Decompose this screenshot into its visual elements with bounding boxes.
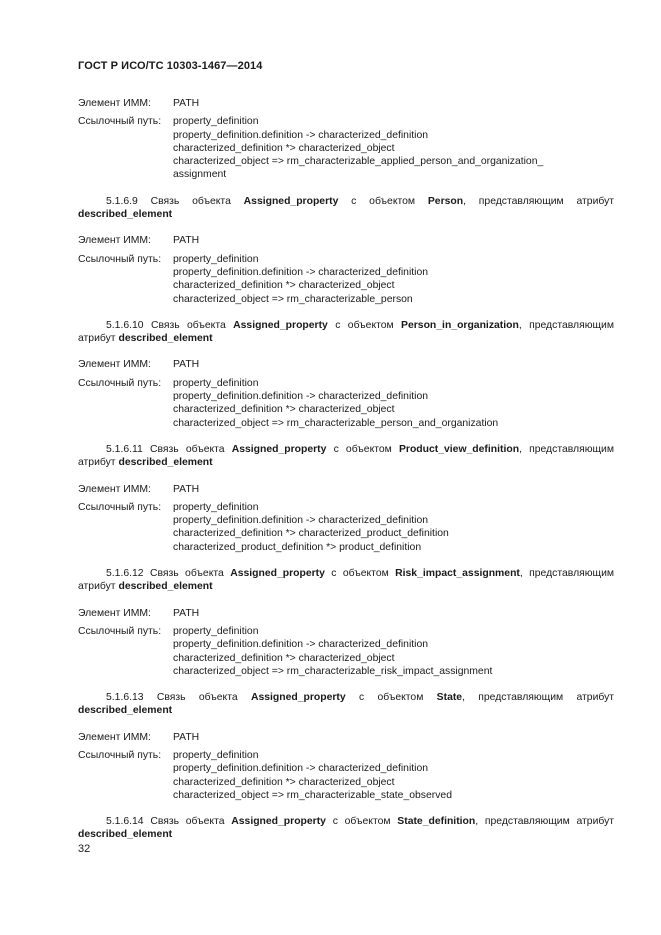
aim-element-row <box>78 731 614 744</box>
reference-path-label: Ссылочный путь: <box>78 253 162 265</box>
reference-path-lines <box>173 377 614 430</box>
reference-path-line: property_definition.definition -> characterized_definition <box>173 266 429 278</box>
document-header: ГОСТ Р ИСО/ТС 10303-1467—2014 <box>78 60 263 72</box>
section-number: 5.1.6.13 <box>106 692 144 704</box>
reference-path-lines <box>173 625 614 678</box>
target-entity-name: State <box>436 692 463 704</box>
attribute-name: described_element <box>118 333 213 345</box>
target-entity-name: Risk_impact_assignment <box>395 568 520 580</box>
reference-path-line: property_definition <box>173 253 259 265</box>
heading-text: Связь объекта <box>149 568 224 580</box>
attribute-name: described_element <box>78 209 173 221</box>
reference-path-line: characterized_object => rm_characterizable_person_and_organization <box>173 417 499 429</box>
reference-path-line: property_definition.definition -> characterized_definition <box>173 391 429 403</box>
reference-path-label: Ссылочный путь: <box>78 749 162 761</box>
reference-path-line: characterized_definition *> characterized_product_definition <box>173 528 449 540</box>
reference-path-line: property_definition <box>173 501 259 513</box>
reference-path-row <box>78 377 614 430</box>
reference-path-line: characterized_definition *> characterized_object <box>173 142 395 154</box>
aim-element-value: PATH <box>173 731 200 743</box>
reference-path-line: property_definition.definition -> characterized_definition <box>173 639 429 651</box>
aim-element-row <box>78 234 614 247</box>
reference-path-line: property_definition <box>173 625 259 637</box>
reference-path-line: characterized_definition *> characterized_object <box>173 776 395 788</box>
heading-text: , представляющим атрибут <box>78 443 614 469</box>
reference-path-label: Ссылочный путь: <box>78 625 162 637</box>
document-body <box>78 97 614 855</box>
reference-path-line: property_definition.definition -> characterized_definition <box>173 763 429 775</box>
heading-text: с объектом <box>335 319 394 331</box>
entity-name: Assigned_property <box>243 195 339 207</box>
reference-path-row <box>78 749 614 802</box>
heading-text: , представляющим атрибут <box>78 568 615 593</box>
reference-path-line: property_definition <box>173 749 259 761</box>
aim-element-label: Элемент ИММ: <box>78 98 151 109</box>
heading-text: Связь объекта <box>149 443 225 455</box>
heading-text: с объектом <box>333 443 392 455</box>
aim-element-label: Элемент ИММ: <box>78 483 151 495</box>
reference-path-label: Ссылочный путь: <box>78 501 162 513</box>
heading-text: , представляющим атрибут <box>475 816 615 828</box>
reference-path-line: characterized_object => rm_characterizable_state_observed <box>173 789 452 801</box>
heading-text: с объектом <box>332 816 391 828</box>
section-heading <box>78 195 614 222</box>
target-entity-name: State_definition <box>397 816 476 828</box>
heading-text: , представляющим атрибут <box>78 319 614 345</box>
attribute-name: described_element <box>78 829 173 841</box>
section-heading <box>78 567 614 594</box>
reference-path-line: property_definition <box>173 377 259 389</box>
section-number: 5.1.6.14 <box>106 816 144 828</box>
aim-element-value: PATH <box>173 607 200 619</box>
heading-text: , представляющим атрибут <box>463 195 615 207</box>
target-entity-name: Product_view_definition <box>398 443 520 455</box>
reference-path-row <box>78 115 614 181</box>
reference-path-lines <box>173 501 614 554</box>
heading-text: с объектом <box>331 568 389 580</box>
heading-text: Связь объекта <box>156 692 238 704</box>
reference-path-line: property_definition.definition -> characterized_definition <box>173 129 429 141</box>
aim-element-label: Элемент ИММ: <box>78 731 151 743</box>
reference-path-line: characterized_object => rm_characterizable_risk_impact_assignment <box>173 665 493 677</box>
aim-element-value: PATH <box>173 483 200 495</box>
reference-path-lines <box>173 749 614 802</box>
aim-element-row <box>78 97 614 110</box>
reference-path-line: characterized_definition *> characterized_object <box>173 404 395 416</box>
reference-path-row <box>78 625 614 678</box>
aim-element-value: PATH <box>173 235 200 247</box>
aim-element-value: PATH <box>173 98 200 109</box>
target-entity-name: Person <box>427 195 464 207</box>
page-number: 32 <box>78 843 91 855</box>
entity-name: Assigned_property <box>230 568 325 580</box>
reference-path-line: characterized_definition *> characterized_object <box>173 652 395 664</box>
reference-path-lines <box>173 253 614 306</box>
reference-path-line: property_definition <box>173 116 259 128</box>
aim-element-label: Элемент ИММ: <box>78 235 151 247</box>
reference-path-line: characterized_definition *> characterized_object <box>173 280 395 292</box>
heading-text: Связь объекта <box>150 319 226 331</box>
aim-element-row <box>78 607 614 620</box>
aim-element-row <box>78 483 614 496</box>
reference-path-label: Ссылочный путь: <box>78 377 162 389</box>
reference-path-row <box>78 501 614 554</box>
heading-text: Связь объекта <box>150 195 231 207</box>
heading-text: , представляющим атрибут <box>462 692 615 704</box>
heading-text: с объектом <box>351 195 416 207</box>
reference-path-line: characterized_product_definition *> product_definition <box>173 541 422 553</box>
section-heading <box>78 691 614 718</box>
heading-text: с объектом <box>358 692 424 704</box>
aim-element-label: Элемент ИММ: <box>78 359 151 371</box>
section-heading <box>78 443 614 470</box>
section-heading <box>78 815 614 842</box>
attribute-name: described_element <box>118 457 213 469</box>
reference-path-line: characterized_object => rm_characterizable_applied_person_and_organization_ <box>173 156 544 168</box>
reference-path-label: Ссылочный путь: <box>78 116 162 128</box>
attribute-name: described_element <box>78 705 173 717</box>
reference-path-line: characterized_object => rm_characterizable_person <box>173 293 413 305</box>
section-number: 5.1.6.9 <box>106 195 138 207</box>
entity-name: Assigned_property <box>231 443 327 455</box>
aim-element-label: Элемент ИММ: <box>78 607 151 619</box>
section-number: 5.1.6.11 <box>106 443 143 455</box>
section-number: 5.1.6.12 <box>106 568 144 580</box>
entity-name: Assigned_property <box>250 692 346 704</box>
entity-name: Assigned_property <box>231 816 326 828</box>
attribute-name: described_element <box>118 581 213 593</box>
reference-path-row <box>78 253 614 306</box>
aim-element-value: PATH <box>173 359 200 371</box>
entity-name: Assigned_property <box>233 319 328 331</box>
heading-text: Связь объекта <box>150 816 225 828</box>
target-entity-name: Person_in_organization <box>401 319 519 331</box>
reference-path-lines <box>173 115 614 181</box>
section-heading <box>78 319 614 346</box>
reference-path-line: property_definition.definition -> characterized_definition <box>173 515 429 527</box>
reference-path-line: assignment <box>173 169 227 181</box>
aim-element-row <box>78 358 614 371</box>
section-number: 5.1.6.10 <box>106 319 144 331</box>
